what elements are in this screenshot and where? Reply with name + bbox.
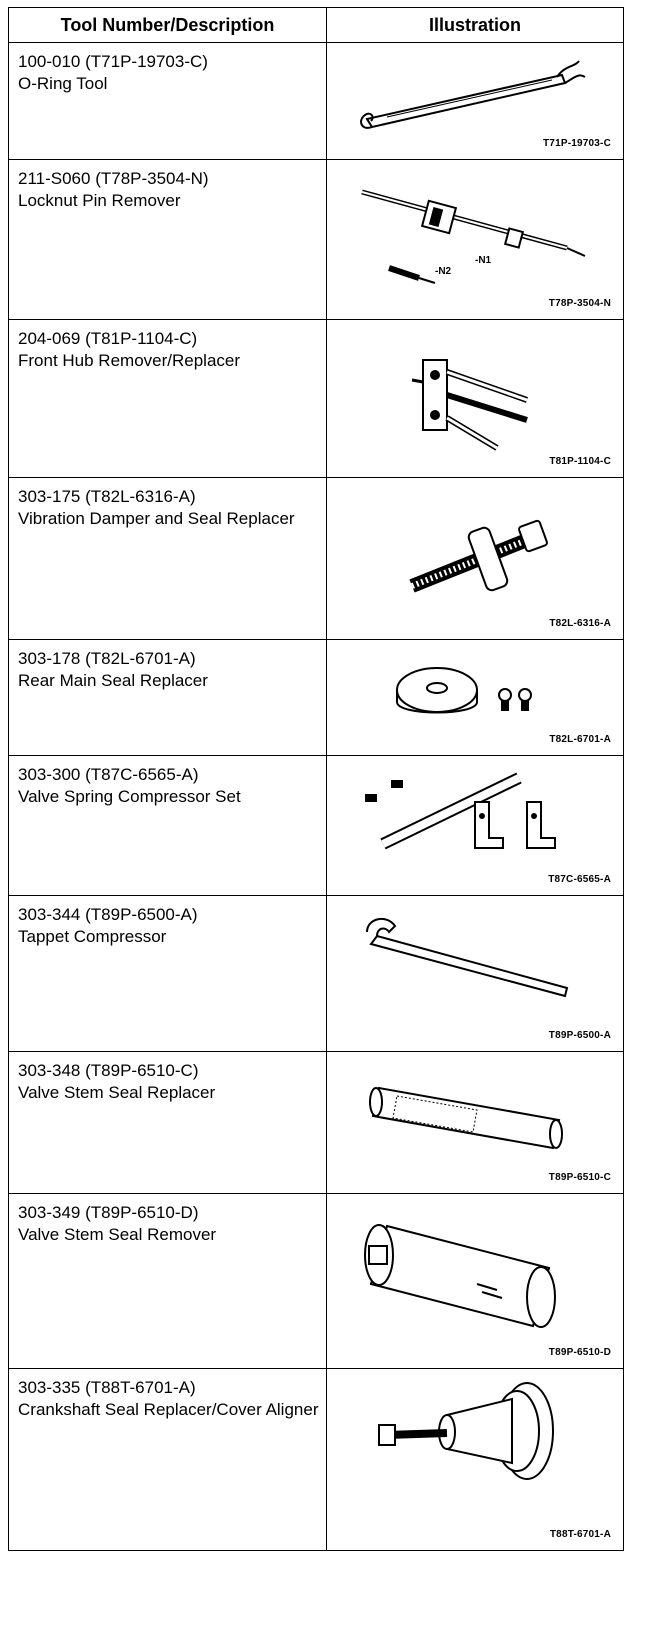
tool-illustration-cell — [327, 1052, 624, 1194]
tool-name: Crankshaft Seal Replacer/Cover Aligner — [18, 1400, 319, 1419]
table-header-row — [9, 8, 624, 43]
hub-puller-icon — [327, 320, 624, 478]
tool-illustration-cell — [327, 320, 624, 478]
locknut-pin-remover-icon — [327, 160, 624, 320]
illustration-label: T89P-6510-C — [548, 1172, 611, 1183]
tool-table-page — [8, 7, 664, 1551]
table-row — [9, 1052, 624, 1194]
tool-illustration-cell — [327, 640, 624, 756]
illustration-label: T87C-6565-A — [548, 874, 611, 885]
table-row — [9, 756, 624, 896]
table-row — [9, 43, 624, 160]
table-row — [9, 478, 624, 640]
illustration-label: T89P-6510-D — [548, 1347, 611, 1358]
tool-number: 303-175 (T82L-6316-A) — [18, 487, 196, 506]
tool-number: 303-178 (T82L-6701-A) — [18, 649, 196, 668]
crankshaft-seal-aligner-icon — [327, 1369, 624, 1551]
tool-name: Rear Main Seal Replacer — [18, 671, 208, 690]
tappet-compressor-icon — [327, 896, 624, 1052]
illustration-label: T82L-6701-A — [549, 734, 611, 745]
tool-name: Valve Stem Seal Replacer — [18, 1083, 216, 1102]
tool-number: 303-344 (T89P-6500-A) — [18, 905, 198, 924]
callout-n1: -N1 — [475, 255, 492, 266]
table-row — [9, 1369, 624, 1551]
tool-name: Tappet Compressor — [18, 927, 167, 946]
tool-description-cell — [9, 320, 327, 478]
callout-n2: -N2 — [435, 266, 452, 277]
illustration-label: T89P-6500-A — [548, 1030, 611, 1041]
tool-number: 303-349 (T89P-6510-D) — [18, 1203, 199, 1222]
illustration-label: T71P-19703-C — [543, 138, 611, 149]
tool-name: Vibration Damper and Seal Replacer — [18, 509, 295, 528]
tool-illustration-cell — [327, 43, 624, 160]
tool-illustration-cell — [327, 1194, 624, 1369]
tool-description-cell — [9, 478, 327, 640]
tool-name: O-Ring Tool — [18, 74, 108, 93]
tool-description-cell — [9, 160, 327, 320]
tool-name: Valve Spring Compressor Set — [18, 787, 241, 806]
table-row — [9, 320, 624, 478]
tool-description-cell — [9, 756, 327, 896]
table-row — [9, 160, 624, 320]
illustration-label: T81P-1104-C — [549, 456, 611, 467]
tool-number: 211-S060 (T78P-3504-N) — [18, 169, 209, 188]
illustration-label: T82L-6316-A — [549, 618, 611, 629]
header-illustration: Illustration — [327, 8, 624, 43]
tool-illustration-cell — [327, 160, 624, 320]
tool-number: 303-348 (T89P-6510-C) — [18, 1061, 199, 1080]
illustration-label: T88T-6701-A — [549, 1529, 611, 1540]
illustration-label: T78P-3504-N — [548, 298, 611, 309]
special-tools-table — [8, 7, 624, 1551]
header-tool-number: Tool Number/Description — [9, 8, 327, 43]
tool-description-cell — [9, 43, 327, 160]
tool-number: 303-300 (T87C-6565-A) — [18, 765, 199, 784]
tool-illustration-cell — [327, 1369, 624, 1551]
tool-name: Valve Stem Seal Remover — [18, 1225, 217, 1244]
damper-replacer-icon — [327, 478, 624, 640]
tool-number: 204-069 (T81P-1104-C) — [18, 329, 198, 348]
tool-number: 303-335 (T88T-6701-A) — [18, 1378, 196, 1397]
tool-name: Front Hub Remover/Replacer — [18, 351, 241, 370]
tool-description-cell — [9, 1194, 327, 1369]
tool-name: Locknut Pin Remover — [18, 191, 181, 210]
stem-seal-remover-icon — [327, 1194, 624, 1369]
tool-description-cell — [9, 1369, 327, 1551]
tool-description-cell — [9, 896, 327, 1052]
tool-illustration-cell — [327, 478, 624, 640]
tool-description-cell — [9, 1052, 327, 1194]
table-row — [9, 1194, 624, 1369]
tool-illustration-cell — [327, 756, 624, 896]
tool-number: 100-010 (T71P-19703-C) — [18, 52, 208, 71]
table-row — [9, 896, 624, 1052]
tool-description-cell — [9, 640, 327, 756]
table-row — [9, 640, 624, 756]
tool-illustration-cell — [327, 896, 624, 1052]
